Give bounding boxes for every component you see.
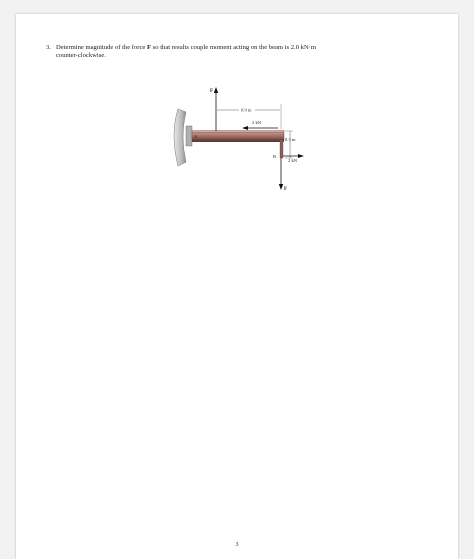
problem-text-2: so that results couple moment acting on the beam is 2.0 kN·m [151, 44, 317, 51]
force-2kn-bottom-label: 2 kN [288, 158, 298, 163]
problem-number: 3. [46, 44, 51, 51]
wall-plate [186, 126, 192, 146]
dim-03-label: 0.3 m [285, 137, 296, 142]
force-f-up-arrowhead [214, 87, 218, 93]
page-number: 3 [235, 542, 239, 548]
wall-support [174, 109, 186, 166]
document-page [16, 14, 458, 559]
dim-09-label: 0.9 m [241, 107, 252, 113]
label-f-bottom: F [284, 187, 288, 192]
force-symbol: F [147, 44, 152, 51]
label-a: A [194, 134, 198, 139]
beam-end-post [280, 140, 283, 158]
problem-text-3: counter-clockwise. [56, 52, 106, 59]
label-f-top: F [210, 89, 214, 94]
force-2kn-top-label: 2 kN [252, 120, 262, 125]
beam-diagram [166, 74, 306, 199]
force-2kn-top-arrowhead [242, 126, 248, 130]
beam-bottom-flange [192, 140, 284, 142]
force-2kn-bottom-arrowhead [298, 154, 304, 158]
beam [192, 132, 284, 140]
beam-figure [166, 74, 306, 199]
problem-statement [46, 44, 426, 60]
force-f-down-arrowhead [279, 184, 283, 190]
beam-top-flange [192, 131, 284, 133]
label-b: B [273, 154, 277, 159]
problem-text-1: Determine magnitude of the force [56, 44, 147, 51]
